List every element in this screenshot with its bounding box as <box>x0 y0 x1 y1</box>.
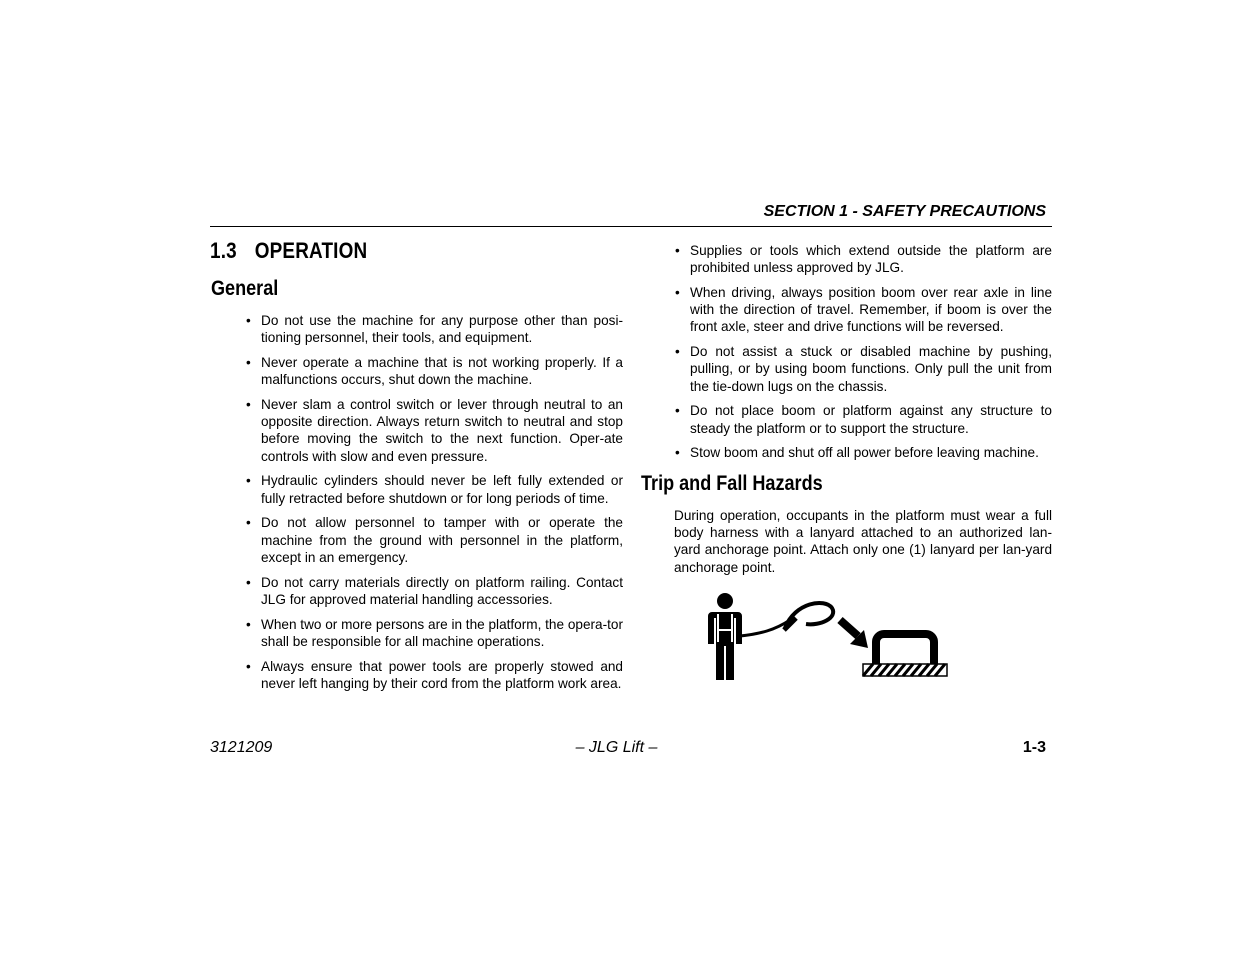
list-item: • Do not place boom or platform against any structure to steady the platform or to support the structure. <box>675 403 1052 436</box>
doc-number: 3121209 <box>210 739 273 756</box>
trip-fall-heading: Trip and Fall Hazards <box>641 472 823 495</box>
list-item: • Hydraulic cylinders should never be left fully extended or fully retracted before shutdown or for long periods of time. <box>246 473 623 506</box>
general-bullet-list-left <box>246 312 623 692</box>
header-rule <box>210 226 1052 227</box>
person-harness-icon <box>708 593 742 680</box>
lanyard-icon <box>740 603 833 636</box>
list-item: • Do not use the machine for any purpose other than posi-tioning personnel, their tools, and equipment. <box>246 313 623 346</box>
footer-center-text: – JLG Lift – <box>575 739 658 756</box>
section-header: SECTION 1 - SAFETY PRECAUTIONS <box>763 203 1046 220</box>
anchorage-point-icon <box>863 634 947 676</box>
list-item: • Always ensure that power tools are properly stowed and never left hanging by their cord from the platform work area. <box>246 658 623 691</box>
arrow-icon <box>840 620 868 648</box>
section-number: 1.3 <box>210 238 237 263</box>
list-item: • When driving, always position boom over rear axle in line with the direction of travel. Remember, if boom is over the front axle, steer and drive functions will be reversed. <box>675 285 1052 335</box>
page-number: 1-3 <box>1022 739 1046 756</box>
list-item: • Stow boom and shut off all power before leaving machine. <box>675 445 1039 461</box>
list-item: • Do not assist a stuck or disabled machine by pushing, pulling, or by using boom functions. Only pull the unit from the tie-down lugs on the chassis. <box>675 344 1052 394</box>
list-item: • Never slam a control switch or lever through neutral to an opposite direction. Always return switch to neutral and stop before moving the switch to the next function. Oper-ate controls with slow and even pressure. <box>246 397 623 464</box>
section-title: OPERATION <box>254 238 368 263</box>
list-item: • Do not allow personnel to tamper with or operate the machine from the ground with personnel in the platform, except in an emergency. <box>246 515 623 565</box>
general-heading: General <box>211 277 279 300</box>
section-heading <box>210 238 367 264</box>
list-item: • Never operate a machine that is not working properly. If a malfunctions occurs, shut down the machine. <box>246 355 623 388</box>
list-item: • Supplies or tools which extend outside the platform are prohibited unless approved by JLG. <box>675 243 1052 276</box>
harness-lanyard-illustration <box>700 590 950 685</box>
general-bullet-list-right <box>675 242 1052 462</box>
list-item: • When two or more persons are in the platform, the opera-tor shall be responsible for all machine operations. <box>246 616 623 649</box>
trip-fall-paragraph: During operation, occupants in the platform must wear a full body harness with a lanyard attached to an authorized lan-yard anchorage point. Attach only one (1) lanyard per lan-yard anchorage point. <box>674 508 1052 575</box>
list-item: • Do not carry materials directly on platform railing. Contact JLG for approved material handling accessories. <box>246 574 623 607</box>
